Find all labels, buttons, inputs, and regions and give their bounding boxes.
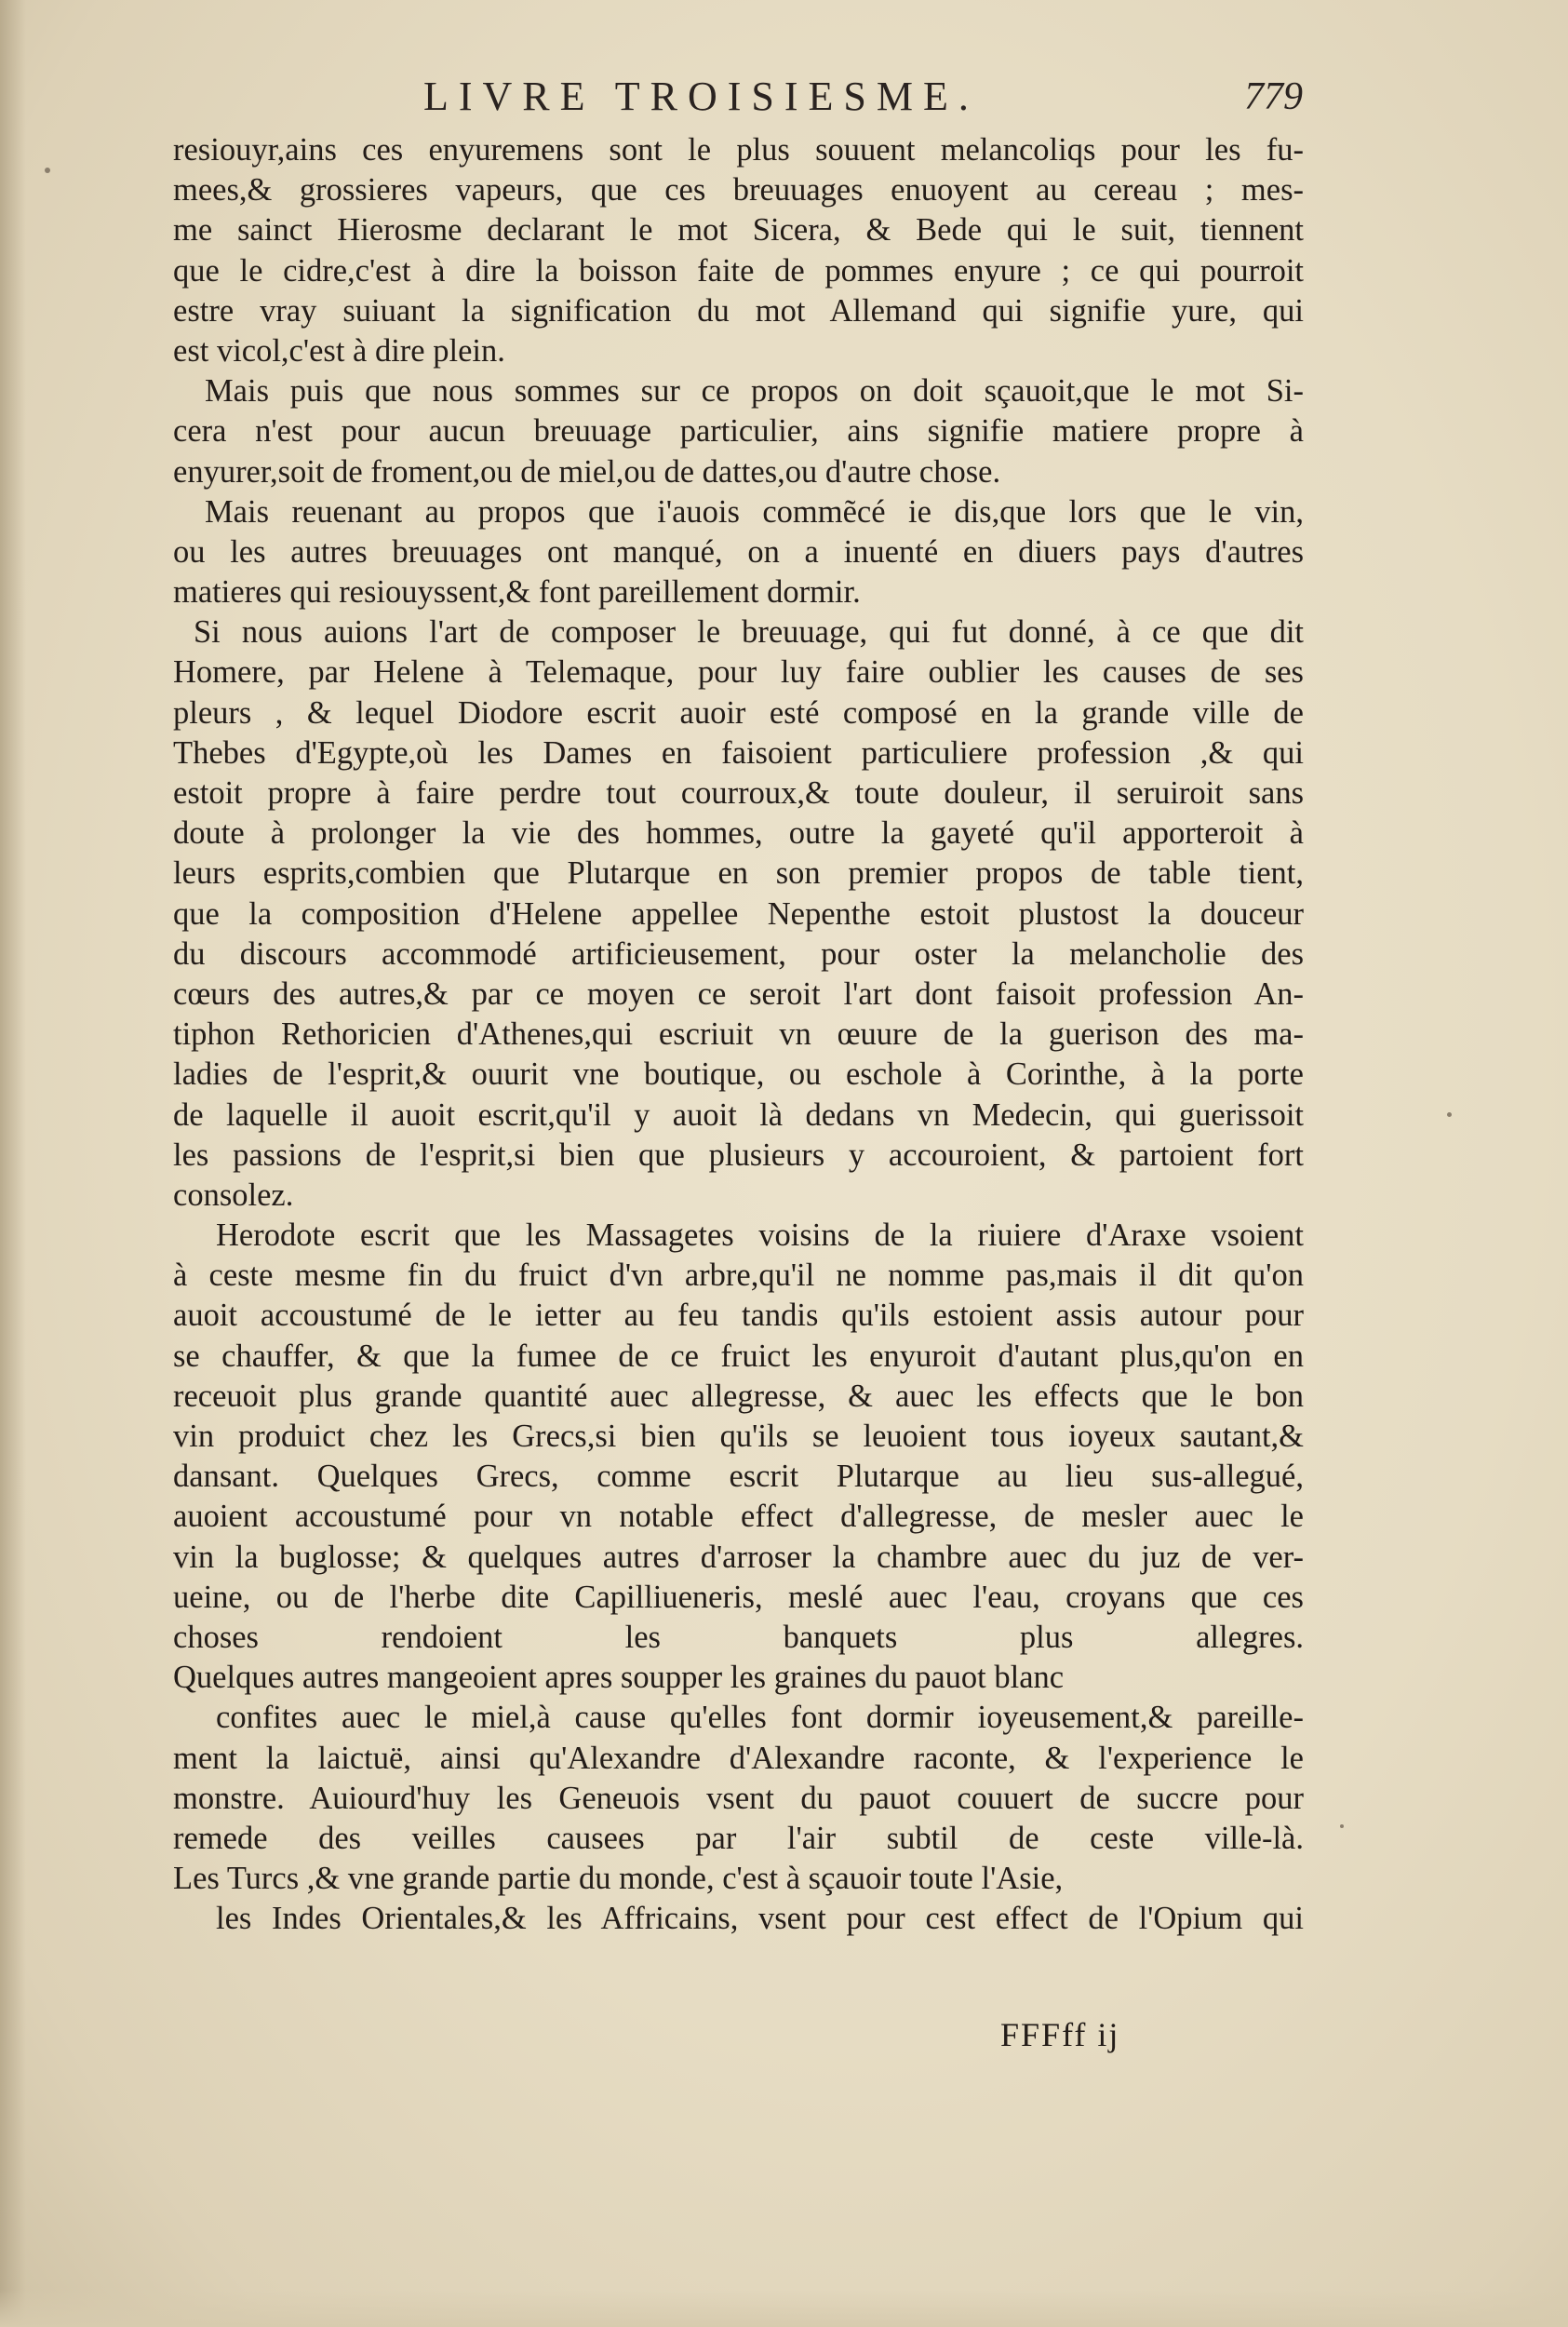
text-line: estre vray suiuant la signification du mot Allemand qui signifie yure, qui <box>173 292 1304 329</box>
text-line: cera n'est pour aucun breuuage particulier, ains signifie matiere propre à <box>173 413 1304 450</box>
text-line: me sainct Hierosme declarant le mot Sicera, & Bede qui le suit, tiennent <box>173 212 1304 249</box>
text-line: à ceste mesme fin du fruict d'vn arbre,qu'il ne nomme pas,mais il dit qu'on <box>173 1258 1304 1294</box>
text-line: consolez. <box>173 1177 294 1213</box>
text-line: auoient accoustumé pour vn notable effect d'allegresse, de mesler auec le <box>173 1499 1304 1535</box>
text-line: vin la buglosse; & quelques autres d'arroser la chambre auec du juz de ver- <box>173 1539 1304 1575</box>
text-line: ueine, ou de l'herbe dite Capilliueneris, meslé auec l'eau, croyans que ces <box>173 1579 1304 1615</box>
text-line: Homere, par Helene à Telemaque, pour luy faire oublier les causes de ses <box>173 654 1304 691</box>
paper-speck <box>1340 1824 1344 1828</box>
text-line: se chauffer, & que la fumee de ce fruict les enyuroit d'autant plus,qu'on en <box>173 1338 1304 1374</box>
text-line: enyurer,soit de froment,ou de miel,ou de dattes,ou d'autre chose. <box>173 453 1001 490</box>
text-line: dansant. Quelques Grecs, comme escrit Plutarque au lieu sus-allegué, <box>173 1459 1304 1495</box>
text-line: Herodote escrit que les Massagetes voisins de la riuiere d'Araxe vsoient <box>216 1217 1304 1254</box>
text-line: tiphon Rethoricien d'Athenes,qui escriuit vn œuure de la guerison des ma- <box>173 1016 1304 1053</box>
text-line: mees,& grossieres vapeurs, que ces breuuages enuoyent au cereau ; mes- <box>173 172 1304 208</box>
text-line: ladies de l'esprit,& ouurit vne boutique, ou eschole à Corinthe, à la porte <box>173 1056 1304 1093</box>
text-line: cœurs des autres,& par ce moyen ce seroit l'art dont faisoit profession An- <box>173 975 1304 1012</box>
text-line: Quelques autres mangeoient apres soupper les graines du pauot blanc <box>173 1660 1065 1696</box>
paper-speck <box>1447 1112 1452 1117</box>
text-line: resiouyr,ains ces enyuremens sont le plus souuent melancoliqs pour les fu- <box>173 132 1304 168</box>
text-line: ment la laictuë, ainsi qu'Alexandre d'Alexandre raconte, & l'experience le <box>173 1740 1304 1776</box>
text-line: auoit accoustumé de le ietter au feu tandis qu'ils estoient assis autour pour <box>173 1298 1304 1334</box>
text-line: est vicol,c'est à dire plein. <box>173 332 505 369</box>
text-line: doute à prolonger la vie des hommes, outre la gayeté qu'il apporteroit à <box>173 815 1304 852</box>
text-line: leurs esprits,combien que Plutarque en son premier propos de table tient, <box>173 855 1304 892</box>
text-line: confites auec le miel,à cause qu'elles font dormir ioyeusement,& pareille- <box>216 1700 1304 1736</box>
text-line: Mais puis que nous sommes sur ce propos on doit sçauoit,que le mot Si- <box>205 373 1304 410</box>
body-text <box>173 130 1304 1980</box>
text-line: ou les autres breuuages ont manqué, on a inuenté en diuers pays d'autres <box>173 533 1304 570</box>
text-line: estoit propre à faire perdre tout courroux,& toute douleur, il seruiroit sans <box>173 775 1304 811</box>
text-line: matieres qui resiouyssent,& font pareillement dormir. <box>173 574 861 611</box>
text-line: les Indes Orientales,& les Affricains, vsent pour cest effect de l'Opium qui <box>216 1901 1304 1937</box>
text-line: monstre. Auiourd'huy les Geneuois vsent du pauot couuert de succre pour <box>173 1780 1304 1816</box>
text-line: pleurs , & lequel Diodore escrit auoir esté composé en la grande ville de <box>173 694 1304 731</box>
text-line <box>173 1939 1304 1979</box>
page-bottom-tone <box>0 2290 1568 2327</box>
text-line: Les Turcs ,& vne grande partie du monde, c'est à sçauoir toute l'Asie, <box>173 1861 1064 1897</box>
text-line: que le cidre,c'est à dire la boisson faite de pommes enyure ; ce qui pourroit <box>173 252 1304 289</box>
text-line: receuoit plus grande quantité auec allegresse, & auec les effects que le bon <box>173 1378 1304 1414</box>
text-line: vin produict chez les Grecs,si bien qu'ils se leuoient tous ioyeux sautant,& <box>173 1419 1304 1454</box>
running-title: LIVRE TROISIESME. <box>423 74 979 119</box>
text-line: de laquelle il auoit escrit,qu'il y auoit là dedans vn Medecin, qui guerissoit <box>173 1096 1304 1133</box>
running-head <box>177 73 1303 128</box>
gutter-shadow <box>0 0 26 2327</box>
text-line: Thebes d'Egypte,où les Dames en faisoient particuliere profession ,& qui <box>173 734 1304 771</box>
page-number: 779 <box>1244 75 1303 118</box>
text-line: remede des veilles causees par l'air subtil de ceste ville-là. <box>173 1820 1304 1856</box>
signature-mark: FFFff ij <box>1000 2016 1120 2053</box>
paper-speck <box>45 168 50 173</box>
text-line: choses rendoient les banquets plus allegres. <box>173 1619 1304 1655</box>
text-line: Si nous auions l'art de composer le breuuage, qui fut donné, à ce que dit <box>194 614 1304 651</box>
text-line: que la composition d'Helene appellee Nepenthe estoit plustost la douceur <box>173 895 1304 932</box>
text-line: les passions de l'esprit,si bien que plusieurs y accouroient, & partoient fort <box>173 1137 1304 1173</box>
text-line: du discours accommodé artificieusement, pour oster la melancholie des <box>173 935 1304 972</box>
text-line: Mais reuenant au propos que i'auois commẽcé ie dis,que lors que le vin, <box>205 493 1304 530</box>
